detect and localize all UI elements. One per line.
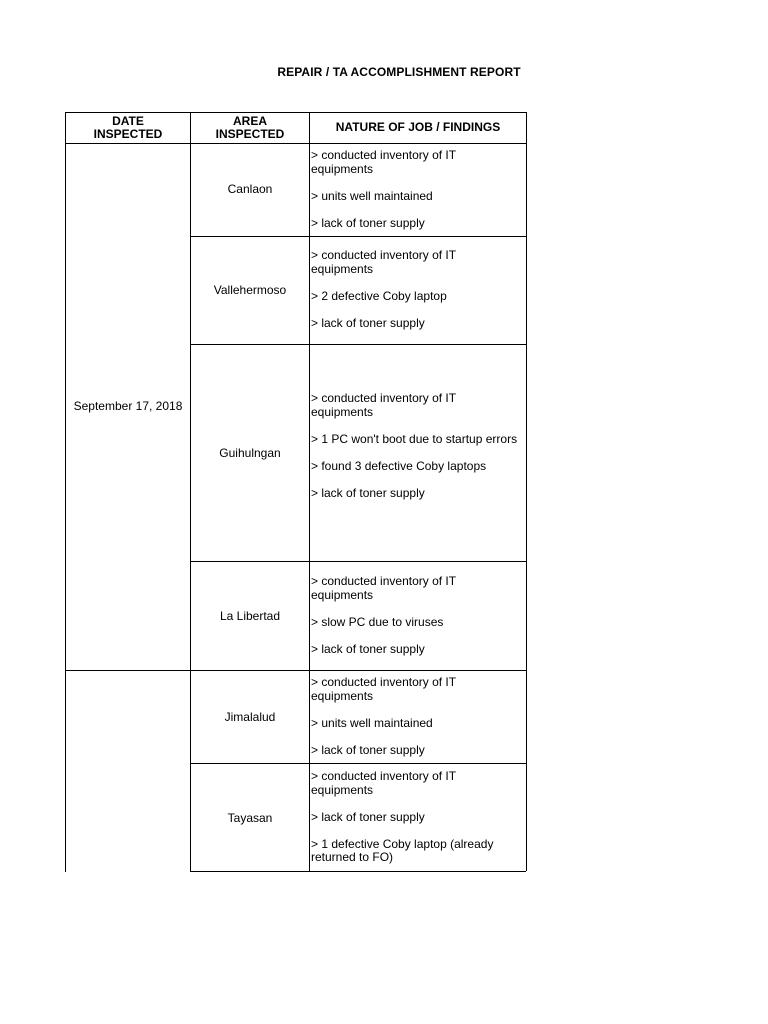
area-cell: La Libertad [219,609,281,623]
finding-item: > lack of toner supply [311,809,425,824]
finding-item: > conducted inventory of IT equipments [311,769,456,797]
area-cell: Guihulngan [219,446,281,460]
area-cell: Canlaon [227,182,273,196]
finding-item: > conducted inventory of IT equipments [311,391,456,419]
finding-item: > conducted inventory of IT equipments [311,675,456,703]
findings-cell [311,575,521,656]
area-cell: Vallehermoso [213,283,287,297]
table-top-border [65,112,526,113]
header-date: DATE INSPECTED [93,114,163,141]
date-column-divider [190,112,191,871]
findings-cell [311,249,521,330]
finding-item: > conducted inventory of IT equipments [311,148,456,176]
row-divider [190,561,526,562]
finding-item: > 2 defective Coby laptop [311,288,447,303]
finding-item: > 1 defective Coby laptop (already returned to FO) [311,836,494,864]
area-cell: Tayasan [227,811,273,825]
table-right-border [526,112,527,871]
finding-item: > conducted inventory of IT equipments [311,574,456,602]
findings-cell [311,149,521,230]
table-left-border [65,112,66,872]
row-divider [65,670,526,671]
finding-item: > units well maintained [311,188,433,203]
finding-item: > found 3 defective Coby laptops [311,458,487,473]
date-cell: September 17, 2018 [73,399,183,413]
finding-item: > lack of toner supply [311,485,425,500]
table-bottom-border [190,871,526,872]
finding-item: > slow PC due to viruses [311,614,444,629]
finding-item: > lack of toner supply [311,641,425,656]
finding-item: > units well maintained [311,715,433,730]
header-area: AREA INSPECTED [215,114,285,141]
header-bottom-border [65,143,526,144]
row-divider [190,763,526,764]
findings-cell [311,392,521,500]
area-column-divider [309,112,310,871]
finding-item: > lack of toner supply [311,315,425,330]
finding-item: > lack of toner supply [311,742,425,757]
finding-item: > 1 PC won't boot due to startup errors [311,431,518,446]
findings-cell [311,676,521,757]
row-divider [190,344,526,345]
findings-cell [311,770,521,865]
report-title: REPAIR / TA ACCOMPLISHMENT REPORT [277,65,521,79]
finding-item: > lack of toner supply [311,215,425,230]
finding-item: > conducted inventory of IT equipments [311,248,456,276]
header-nature: NATURE OF JOB / FINDINGS [335,120,501,134]
row-divider [190,236,526,237]
area-cell: Jimalalud [224,710,276,724]
